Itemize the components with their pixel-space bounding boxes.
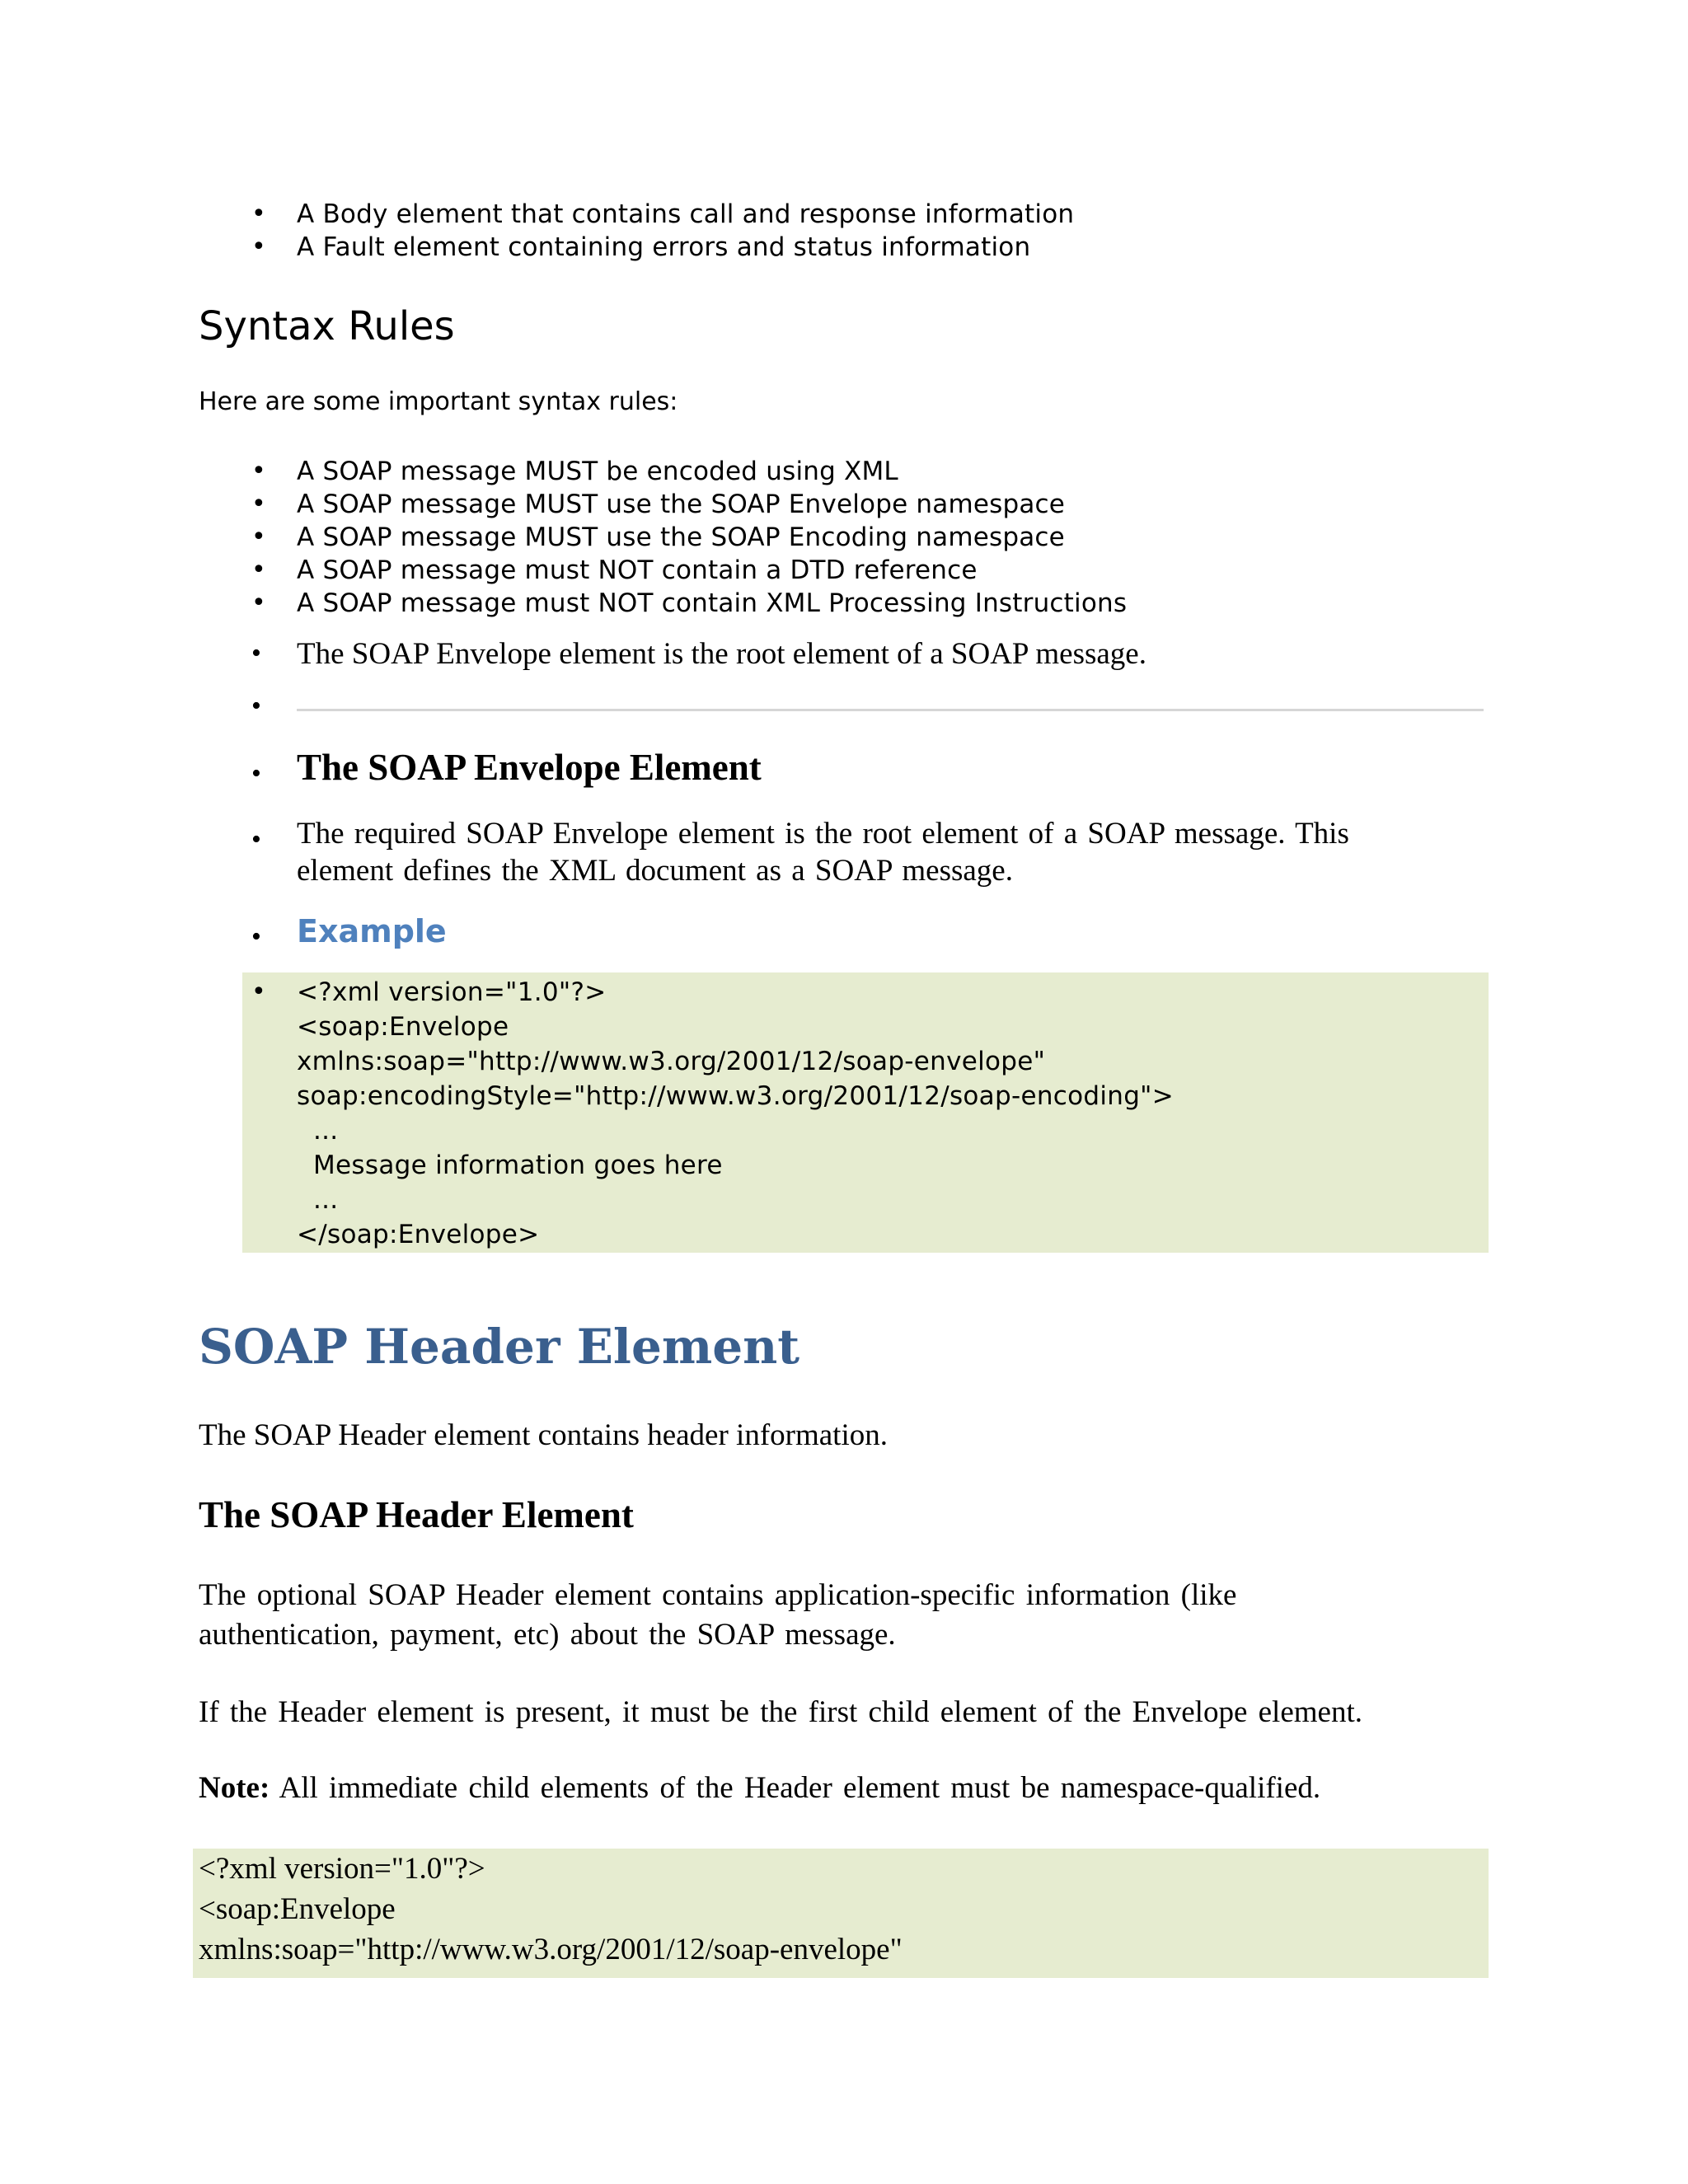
header-subheading: The SOAP Header Element: [199, 1494, 634, 1535]
bullet-marker: •: [251, 490, 266, 518]
list-item: A SOAP message MUST be encoded using XML: [297, 457, 898, 486]
header-intro: The SOAP Header element contains header information.: [199, 1418, 888, 1452]
syntax-intro: Here are some important syntax rules:: [199, 387, 678, 416]
code-line: <?xml version="1.0"?>: [297, 977, 607, 1007]
example-label: Example: [297, 913, 447, 949]
bullet-marker: •: [251, 977, 266, 1006]
list-item: A SOAP message must NOT contain a DTD reference: [297, 555, 978, 585]
bullet-marker: •: [251, 555, 266, 584]
code-line: <soap:Envelope: [199, 1892, 396, 1926]
list-item: A SOAP message must NOT contain XML Processing Instructions: [297, 588, 1128, 618]
note-paragraph: [199, 1770, 1320, 1806]
syntax-rules-heading: Syntax Rules: [199, 303, 455, 349]
code-line: ...: [313, 1116, 339, 1146]
header-paragraph-line2: authentication, payment, etc) about the SOAP message.: [199, 1618, 896, 1652]
bullet-marker: •: [251, 691, 261, 721]
code-line: ...: [313, 1185, 339, 1215]
bullet-marker: •: [251, 921, 261, 952]
bullet-marker: •: [251, 199, 266, 228]
envelope-description-line2: element defines the XML document as a SOAP message.: [297, 854, 1013, 888]
list-item: A SOAP message MUST use the SOAP Encoding namespace: [297, 523, 1065, 552]
code-line: </soap:Envelope>: [297, 1220, 540, 1249]
bullet-marker: •: [251, 638, 261, 668]
bullet-marker: •: [251, 824, 261, 855]
horizontal-rule: [297, 709, 1484, 711]
bullet-marker: •: [251, 758, 261, 789]
code-line: xmlns:soap="http://www.w3.org/2001/12/soap-envelope": [199, 1933, 903, 1966]
list-item: A Fault element containing errors and status information: [297, 232, 1031, 262]
bullet-marker: •: [251, 457, 266, 485]
bullet-marker: •: [251, 523, 266, 551]
code-line: <?xml version="1.0"?>: [199, 1852, 485, 1886]
header-paragraph-2: If the Header element is present, it must be the first child element of the Envelope element.: [199, 1695, 1362, 1729]
note-label: Note:: [199, 1771, 270, 1805]
code-line: Message information goes here: [313, 1151, 723, 1180]
bullet-marker: •: [251, 588, 266, 617]
header-section-title: SOAP Header Element: [199, 1319, 800, 1375]
list-item: A Body element that contains call and response information: [297, 199, 1075, 229]
code-line: xmlns:soap="http://www.w3.org/2001/12/soap-envelope": [297, 1047, 1046, 1076]
bullet-marker: •: [251, 232, 266, 261]
list-item: The SOAP Envelope element is the root element of a SOAP message.: [297, 637, 1146, 671]
code-line: <soap:Envelope: [297, 1012, 509, 1042]
note-text: All immediate child elements of the Header element must be namespace-qualified.: [270, 1771, 1321, 1805]
envelope-heading: The SOAP Envelope Element: [297, 747, 762, 788]
header-paragraph-line1: The optional SOAP Header element contains application-specific information (like: [199, 1578, 1237, 1612]
code-line: soap:encodingStyle="http://www.w3.org/2001/12/soap-encoding">: [297, 1081, 1175, 1111]
list-item: A SOAP message MUST use the SOAP Envelope namespace: [297, 490, 1066, 519]
envelope-description-line1: The required SOAP Envelope element is the root element of a SOAP message. This: [297, 817, 1349, 851]
